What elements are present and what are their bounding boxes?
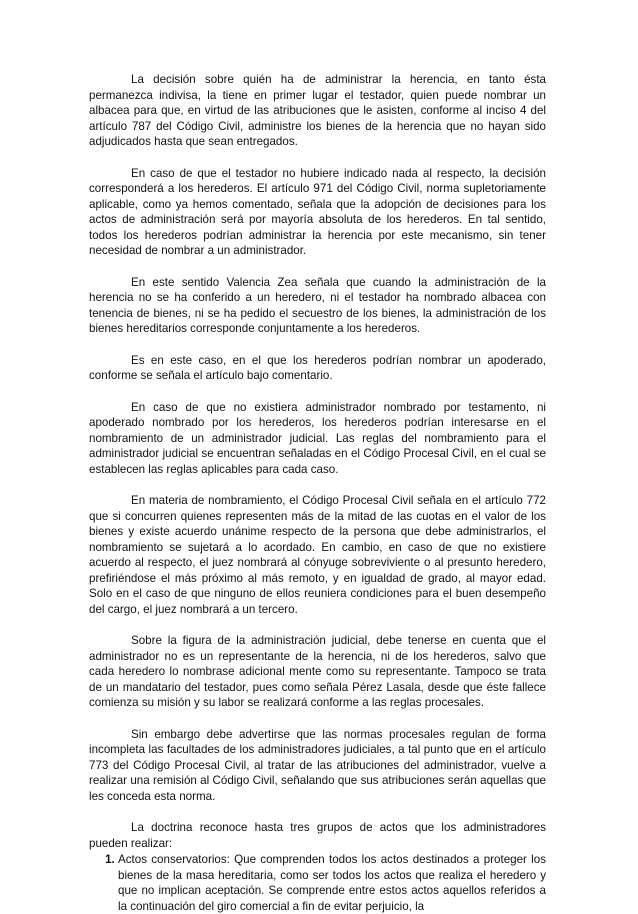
paragraph: Es en este caso, en el que los herederos podrían nombrar un apoderado, conforme se señala el artículo bajo comentario. xyxy=(89,353,546,382)
paragraph: Sobre la figura de la administración judicial, debe tenerse en cuenta que el administrador no es un representante de la herencia, ni de los herederos, salvo que cada heredero lo nombrase adicional mente como su representante. Tampoco se trata de un mandatario del testador, pues como señala Pérez Lasala, desde que éste fallece comienza su misión y su labor se realizará conforme a las reglas procesales. xyxy=(89,634,546,709)
paragraph: En caso de que el testador no hubiere indicado nada al respecto, la decisión corresponderá a los herederos. El artículo 971 del Código Civil, norma supletoriamente aplicable, como ya hemos comentado, señala que la adopción de decisiones para los actos de administración será por mayoría absoluta de los herederos. En tal sentido, todos los herederos podrían administrar la herencia por este mecanismo, sin tener necesidad de nombrar a un administrador. xyxy=(89,166,546,257)
paragraph: La decisión sobre quién ha de administrar la herencia, en tanto ésta permanezca indivisa, la tiene en primer lugar el testador, quien puede nombrar un albacea para que, en virtud de las atribuciones que le asisten, conforme al inciso 4 del artículo 787 del Código Civil, administre los bienes de la herencia que no hayan sido adjudicados hasta que sean entregados. xyxy=(89,73,546,148)
paragraph: En caso de que no existiera administrador nombrado por testamento, ni apoderado nombrado por los herederos, los herederos podrían interesarse en el nombramiento de un administrador judicial. Las reglas del nombramiento para el administrador judicial se encuentran señaladas en el Código Procesal Civil, en el cual se establecen las reglas aplicables para cada caso. xyxy=(89,400,546,476)
paragraph: Sin embargo debe advertirse que las normas procesales regulan de forma incompleta las facultades de los administradores judiciales, a tal punto que en el artículo 773 del Código Procesal Civil, al tratar de las atribuciones del administrador, vuelve a realizar una remisión al Código Civil, señalando que sus atribuciones serán aquellas que les conceda esta norma. xyxy=(89,727,546,803)
paragraph: En materia de nombramiento, el Código Procesal Civil señala en el artículo 772 que si concurren quienes representen más de la mitad de las cuotas en el valor de los bienes y existe acuerdo unánime respecto de la persona que debe administrarlos, el nombramiento se sujetará a lo acordado. En cambio, en caso de que no existiere acuerdo al respecto, el juez nombrará al cónyuge sobreviviente o al presunto heredero, prefiriéndose el más próximo al más remoto, y en igualdad de grado, al mayor edad. Solo en el caso de que ninguno de ellos reuniera condiciones para el buen desempeño del cargo, el juez nombrará a un tercero. xyxy=(89,494,546,616)
list-item: 1. Actos conservatorios: Que comprenden todos los actos destinados a proteger los bienes de la masa hereditaria, como ser todos los actos que realiza el heredero y que no implican aceptación. Se comprende entre estos actos aquellos referidos a la continuación del giro comercial a fin de evitar perjuicio, la xyxy=(118,852,546,914)
paragraph: La doctrina reconoce hasta tres grupos de actos que los administradores pueden realizar: xyxy=(89,821,546,850)
numbered-list xyxy=(89,852,546,914)
paragraph: En este sentido Valencia Zea señala que cuando la administración de la herencia no se ha conferido a un heredero, ni el testador ha nombrado albacea con tenencia de bienes, ni se ha pedido el secuestro de los bienes, la administración de los bienes hereditarios corresponde conjuntamente a los herederos. xyxy=(89,275,546,335)
